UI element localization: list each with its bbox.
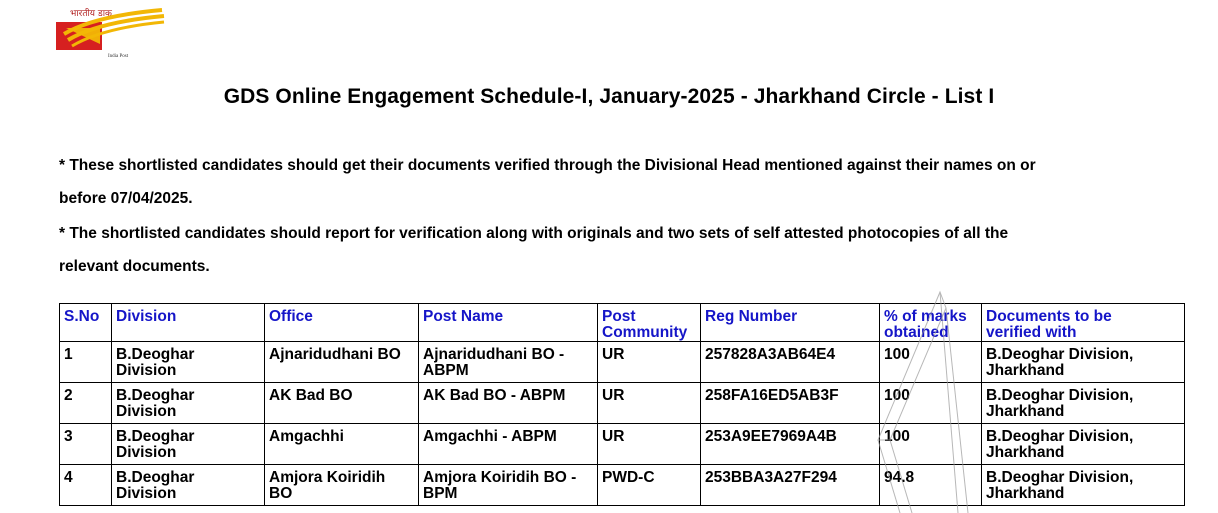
header-post-name: Post Name [419,304,598,342]
cell-community: UR [598,424,701,465]
header-division: Division [112,304,265,342]
cell-office: AK Bad BO [265,383,419,424]
header-sno: S.No [60,304,112,342]
cell-division: B.Deoghar Division [112,465,265,506]
note-line-2: before 07/04/2025. [59,190,193,207]
table-row [60,465,1185,506]
note-line-4: relevant documents. [59,258,210,275]
table-row [60,342,1185,383]
cell-post-name: Amjora Koiridih BO - BPM [419,465,598,506]
candidates-table [59,303,1185,506]
cell-reg-number: 258FA16ED5AB3F [701,383,880,424]
watermark-graphic [860,290,970,513]
page-title: GDS Online Engagement Schedule-I, January-2025 - Jharkhand Circle - List I [223,85,995,108]
cell-post-name: AK Bad BO - ABPM [419,383,598,424]
header-reg-number: Reg Number [701,304,880,342]
cell-office: Ajnaridudhani BO [265,342,419,383]
header-office: Office [265,304,419,342]
cell-documents: B.Deoghar Division, Jharkhand [982,424,1185,465]
note-line-3: * The shortlisted candidates should report for verification along with originals and two sets of self attested photocopies of all the [59,225,1009,242]
cell-post-name: Amgachhi - ABPM [419,424,598,465]
cell-documents: B.Deoghar Division, Jharkhand [982,465,1185,506]
cell-reg-number: 253BBA3A27F294 [701,465,880,506]
table-row [60,383,1185,424]
cell-community: PWD-C [598,465,701,506]
cell-marks: 100 [880,383,982,424]
cell-reg-number: 253A9EE7969A4B [701,424,880,465]
header-documents: Documents to be verified with [982,304,1185,342]
cell-office: Amjora Koiridih BO [265,465,419,506]
header-post-community: Post Community [598,304,701,342]
note-line-1: * These shortlisted candidates should get their documents verified through the Divisional Head mentioned against their names on or [59,157,1036,174]
cell-sno: 2 [60,383,112,424]
cell-marks: 100 [880,342,982,383]
cell-documents: B.Deoghar Division, Jharkhand [982,342,1185,383]
cell-sno: 3 [60,424,112,465]
logo-hindi-text: भारतीय डाक [70,9,112,19]
table-row [60,424,1185,465]
cell-reg-number: 257828A3AB64E4 [701,342,880,383]
cell-sno: 1 [60,342,112,383]
logo-english-text: India Post [108,54,129,59]
cell-community: UR [598,383,701,424]
cell-division: B.Deoghar Division [112,424,265,465]
cell-community: UR [598,342,701,383]
cell-division: B.Deoghar Division [112,383,265,424]
header-marks: % of marks obtained [880,304,982,342]
cell-documents: B.Deoghar Division, Jharkhand [982,383,1185,424]
cell-marks: 94.8 [880,465,982,506]
cell-sno: 4 [60,465,112,506]
cell-division: B.Deoghar Division [112,342,265,383]
cell-marks: 100 [880,424,982,465]
cell-post-name: Ajnaridudhani BO - ABPM [419,342,598,383]
cell-office: Amgachhi [265,424,419,465]
table-header-row [60,304,1185,342]
